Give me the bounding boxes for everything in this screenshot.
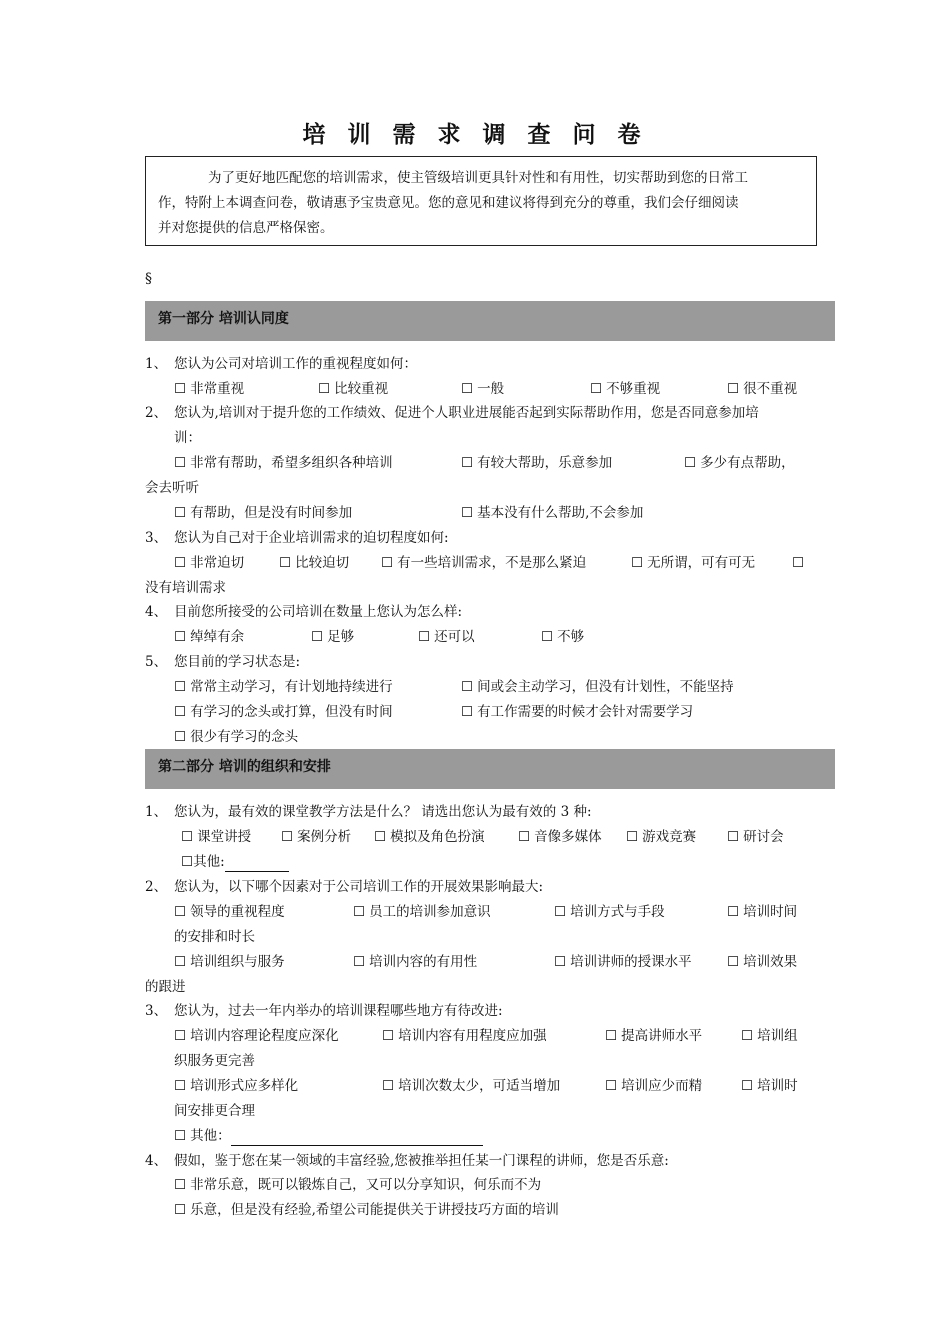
option-checkbox[interactable]: ☐ 多少有点帮助， (684, 455, 795, 471)
option-checkbox[interactable]: ☐ 非常迫切 (174, 555, 245, 571)
intro-line-2: 作，特附上本调查问卷，敬请惠予宝贵意见。您的意见和建议将得到充分的尊重，我们会仔细阅读 (158, 195, 739, 211)
option-checkbox[interactable]: ☐ 还可以 (418, 629, 475, 645)
option-checkbox[interactable]: ☐ 很不重视 (727, 381, 798, 397)
option-wrap-text: 织服务更完善 (174, 1053, 255, 1069)
option-wrap-text: 会去听听 (145, 480, 199, 496)
option-checkbox[interactable]: ☐ (792, 555, 805, 571)
option-checkbox[interactable]: ☐ 研讨会 (727, 829, 784, 845)
other-input[interactable] (231, 1131, 483, 1146)
intro-line-3: 并对您提供的信息严格保密。 (158, 220, 334, 236)
option-checkbox[interactable]: ☐ 有工作需要的时候才会针对需要学习 (461, 704, 694, 720)
option-checkbox[interactable]: ☐ 比较迫切 (279, 555, 350, 571)
option-checkbox[interactable]: ☐ 音像多媒体 (518, 829, 602, 845)
question-text-cont: 训： (174, 430, 201, 446)
option-checkbox[interactable]: ☐ 有帮助，但是没有时间参加 (174, 505, 353, 521)
option-wrap-text: 间安排更合理 (174, 1103, 255, 1119)
part1-header: 第一部分 培训认同度 (145, 301, 835, 341)
option-checkbox[interactable]: ☐ 培训次数太少，可适当增加 (382, 1078, 561, 1094)
option-checkbox[interactable]: ☐ 常常主动学习，有计划地持续进行 (174, 679, 393, 695)
question-1-5: 5、 您目前的学习状态是: (145, 654, 301, 670)
option-checkbox[interactable]: ☐ 培训内容理论程度应深化 (174, 1028, 339, 1044)
option-checkbox[interactable]: ☐ 培训应少而精 (605, 1078, 703, 1094)
option-checkbox[interactable]: ☐ 绰绰有余 (174, 629, 245, 645)
option-checkbox[interactable]: ☐ 培训组织与服务 (174, 954, 285, 970)
option-checkbox[interactable]: ☐ 有学习的念头或打算，但没有时间 (174, 704, 393, 720)
option-checkbox[interactable]: ☐ 培训内容有用程度应加强 (382, 1028, 547, 1044)
option-checkbox[interactable]: ☐ 领导的重视程度 (174, 904, 285, 920)
option-checkbox[interactable]: ☐ 案例分析 (281, 829, 352, 845)
option-checkbox[interactable]: ☐ 乐意，但是没有经验,希望公司能提供关于讲授技巧方面的培训 (174, 1202, 559, 1218)
option-checkbox[interactable]: ☐ 模拟及角色扮演 (374, 829, 485, 845)
option-checkbox[interactable]: ☐ 有较大帮助，乐意参加 (461, 455, 613, 471)
other-input[interactable] (225, 857, 289, 872)
option-checkbox[interactable]: ☐ 一般 (461, 381, 505, 397)
page-title: 培 训 需 求 调 查 问 卷 (302, 122, 648, 148)
option-wrap-text: 的安排和时长 (174, 929, 255, 945)
question-2-3: 3、 您认为，过去一年内举办的培训课程哪些地方有待改进: (145, 1003, 503, 1019)
option-checkbox[interactable]: ☐ 有一些培训需求，不是那么紧迫 (381, 555, 587, 571)
question-2-2: 2、 您认为，以下哪个因素对于公司培训工作的开展效果影响最大: (145, 879, 544, 895)
section-mark: § (145, 271, 152, 287)
option-checkbox[interactable]: ☐ 很少有学习的念头 (174, 729, 299, 745)
option-checkbox[interactable]: ☐ 培训组 (741, 1028, 798, 1044)
question-1-3: 3、 您认为自己对于企业培训需求的迫切程度如何: (145, 530, 449, 546)
intro-line-1: 为了更好地匹配您的培训需求，使主管级培训更具针对性和有用性，切实帮助到您的日常工 (208, 170, 748, 186)
intro-box (145, 156, 817, 246)
other-option[interactable]: ☐ 其他： (174, 1126, 483, 1146)
option-checkbox[interactable]: ☐ 游戏竞赛 (626, 829, 697, 845)
option-checkbox[interactable]: ☐ 培训讲师的授课水平 (554, 954, 692, 970)
option-checkbox[interactable]: ☐ 非常有帮助，希望多组织各种培训 (174, 455, 393, 471)
option-checkbox[interactable]: ☐ 培训形式应多样化 (174, 1078, 299, 1094)
option-checkbox[interactable]: ☐ 培训方式与手段 (554, 904, 665, 920)
option-checkbox[interactable]: ☐ 基本没有什么帮助,不会参加 (461, 505, 644, 521)
option-checkbox[interactable]: ☐ 培训效果 (727, 954, 798, 970)
option-checkbox[interactable]: ☐ 不够重视 (590, 381, 661, 397)
question-2-4: 4、 假如，鉴于您在某一领域的丰富经验,您被推举担任某一门课程的讲师，您是否乐意: (145, 1153, 669, 1169)
option-wrap-text: 的跟进 (145, 979, 186, 995)
option-checkbox[interactable]: ☐ 员工的培训参加意识 (353, 904, 491, 920)
option-checkbox[interactable]: ☐ 无所谓，可有可无 (631, 555, 756, 571)
option-checkbox[interactable]: ☐ 不够 (541, 629, 585, 645)
option-checkbox[interactable]: ☐ 比较重视 (318, 381, 389, 397)
option-checkbox[interactable]: ☐ 间或会主动学习，但没有计划性，不能坚持 (461, 679, 734, 695)
option-checkbox[interactable]: ☐ 足够 (311, 629, 355, 645)
other-option[interactable]: ☐其他: (181, 852, 289, 872)
option-checkbox[interactable]: ☐ 提高讲师水平 (605, 1028, 703, 1044)
option-checkbox[interactable]: ☐ 非常乐意，既可以锻炼自己，又可以分享知识，何乐而不为 (174, 1177, 542, 1193)
option-checkbox[interactable]: ☐ 培训时 (741, 1078, 798, 1094)
question-1-2: 2、 您认为,培训对于提升您的工作绩效、促进个人职业进展能否起到实际帮助作用，您是否同意参加培 (145, 405, 759, 421)
option-checkbox[interactable]: ☐ 非常重视 (174, 381, 245, 397)
option-checkbox[interactable]: ☐ 课堂讲授 (181, 829, 252, 845)
question-1-4: 4、 目前您所接受的公司培训在数量上您认为怎么样: (145, 604, 463, 620)
option-checkbox[interactable]: ☐ 培训时间 (727, 904, 798, 920)
option-checkbox[interactable]: ☐ 培训内容的有用性 (353, 954, 478, 970)
question-2-1: 1、 您认为，最有效的课堂教学方法是什么？ 请选出您认为最有效的 3 种: (145, 804, 592, 820)
question-1-1: 1、 您认为公司对培训工作的重视程度如何： (145, 356, 417, 372)
part2-header: 第二部分 培训的组织和安排 (145, 749, 835, 789)
option-wrap-text: 没有培训需求 (145, 580, 226, 596)
